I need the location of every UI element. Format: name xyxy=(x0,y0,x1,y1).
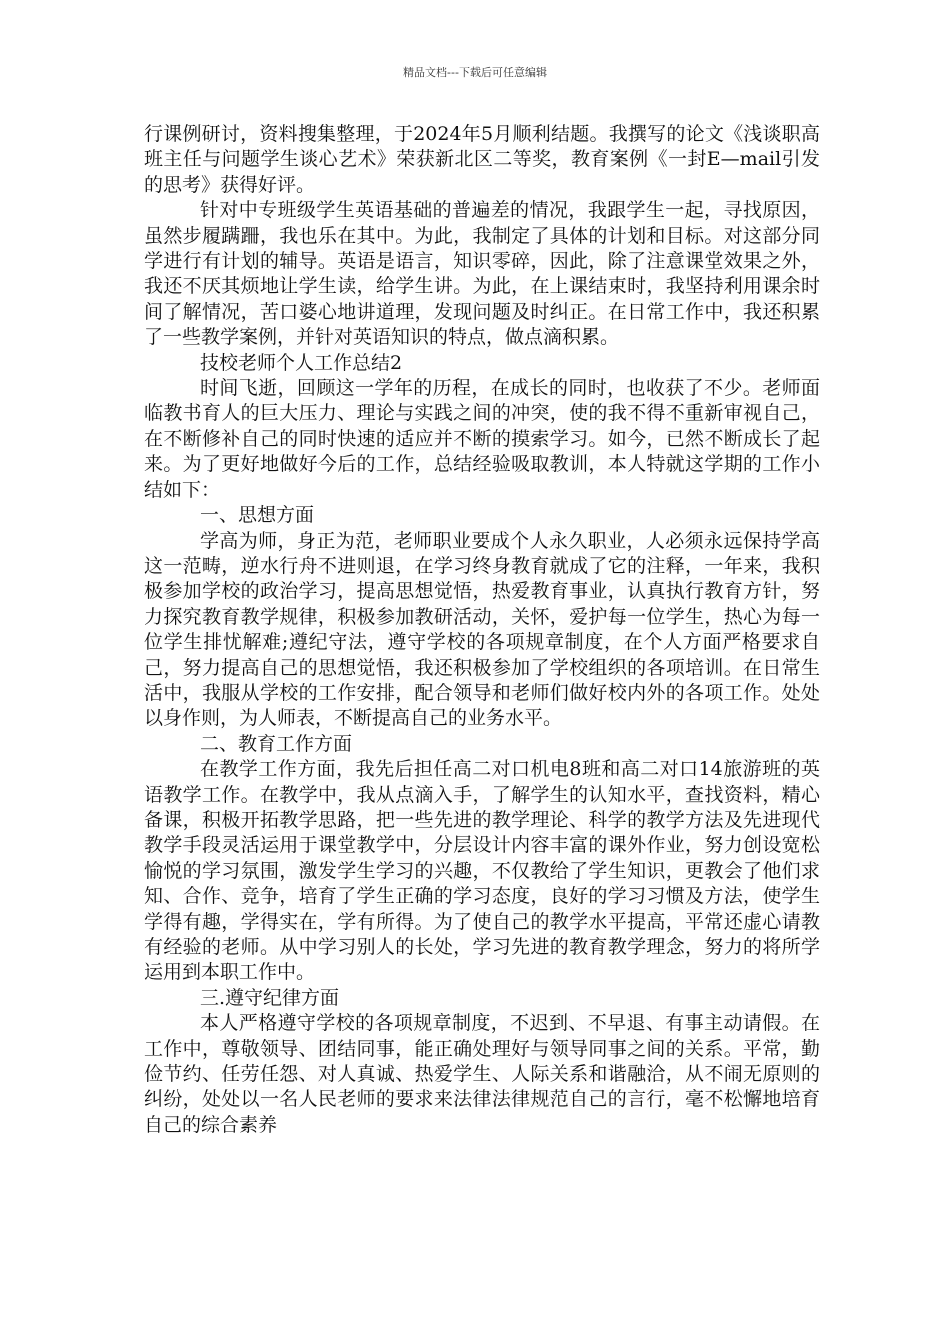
paragraph-discipline: 本人严格遵守学校的各项规章制度，不迟到、不早退、有事主动请假。在工作中，尊敬领导、团结同事，能正确处理好与领导同事之间的关系。平常，勤俭节约、任劳任怨、对人真诚、热爱学生、人际关系和谐融洽，从不闹无原则的纠纷，处处以一名人民老师的要求来法律法律规范自己的言行，毫不松懈地培育自己的综合素养 xyxy=(144,1012,820,1136)
paragraph-research-results: 行课例研讨，资料搜集整理，于2024年5月顺利结题。我撰写的论文《浅谈职高班主任与问题学生谈心艺术》荣获新北区二等奖，教育案例《一封E—mail引发的思考》获得好评。 xyxy=(144,123,820,196)
document-body xyxy=(144,122,820,1138)
heading-discipline: 三.遵守纪律方面 xyxy=(200,986,340,1009)
paragraph-ideology: 学高为师，身正为范，老师职业要成个人永久职业，人必须永远保持学高这一范畴，逆水行舟不进则退，在学习终身教育就成了它的注释，一年来，我积极参加学校的政治学习，提高思想觉悟，热爱教育事业，认真执行教育方针，努力探究教育教学规律，积极参加教研活动，关怀，爱护每一位学生，热心为每一位学生排忧解难;遵纪守法，遵守学校的各项规章制度，在个人方面严格要求自己，努力提高自己的思想觉悟，我还积极参加了学校组织的各项培训。在日常生活中，我服从学校的工作安排，配合领导和老师们做好校内外的各项工作。处处以身作则，为人师表，不断提高自己的业务水平。 xyxy=(144,529,820,730)
paragraph-english-tutoring: 针对中专班级学生英语基础的普遍差的情况，我跟学生一起，寻找原因，虽然步履蹒跚，我也乐在其中。为此，我制定了具体的计划和目标。对这部分同学进行有计划的辅导。英语是语言，知识零碎，因此，除了注意课堂效果之外，我还不厌其烦地让学生读，给学生讲。为此，在上课结束时，我坚持利用课余时间了解情况，苦口婆心地讲道理，发现问题及时纠正。在日常工作中，我还积累了一些教学案例，并针对英语知识的特点，做点滴积累。 xyxy=(144,199,820,349)
section-title-summary-2: 技校老师个人工作总结2 xyxy=(200,351,403,374)
page-header: 精品文档---下载后可任意编辑 xyxy=(403,66,547,79)
paragraph-teaching-work: 在教学工作方面，我先后担任高二对口机电8班和高二对口14旅游班的英语教学工作。在教学中，我从点滴入手，了解学生的认知水平，查找资料，精心备课，积极开拓教学思路，把一些先进的教学理论、科学的教学方法及先进现代教学手段灵活运用于课堂教学中，分层设计内容丰富的课外作业，努力创设宽松愉悦的学习氛围，激发学生学习的兴趣，不仅教给了学生知识，更教会了他们求知、合作、竞争，培育了学生正确的学习态度，良好的学习习惯及方法，使学生学得有趣，学得实在，学有所得。为了使自己的教学水平提高，平常还虚心请教有经验的老师。从中学习别人的长处，学习先进的教育教学理念，努力的将所学运用到本职工作中。 xyxy=(144,758,820,984)
paragraph-intro: 时间飞逝，回顾这一学年的历程，在成长的同时，也收获了不少。老师面临教书育人的巨大压力、理论与实践之间的冲突，使的我不得不重新审视自己，在不断修补自己的同时快速的适应并不断的摸索学习。如今，已然不断成长了起来。为了更好地做好今后的工作，总结经验吸取教训，本人特就这学期的工作小结如下： xyxy=(144,377,820,501)
heading-teaching-work: 二、教育工作方面 xyxy=(200,732,353,755)
heading-ideology: 一、思想方面 xyxy=(200,504,315,527)
